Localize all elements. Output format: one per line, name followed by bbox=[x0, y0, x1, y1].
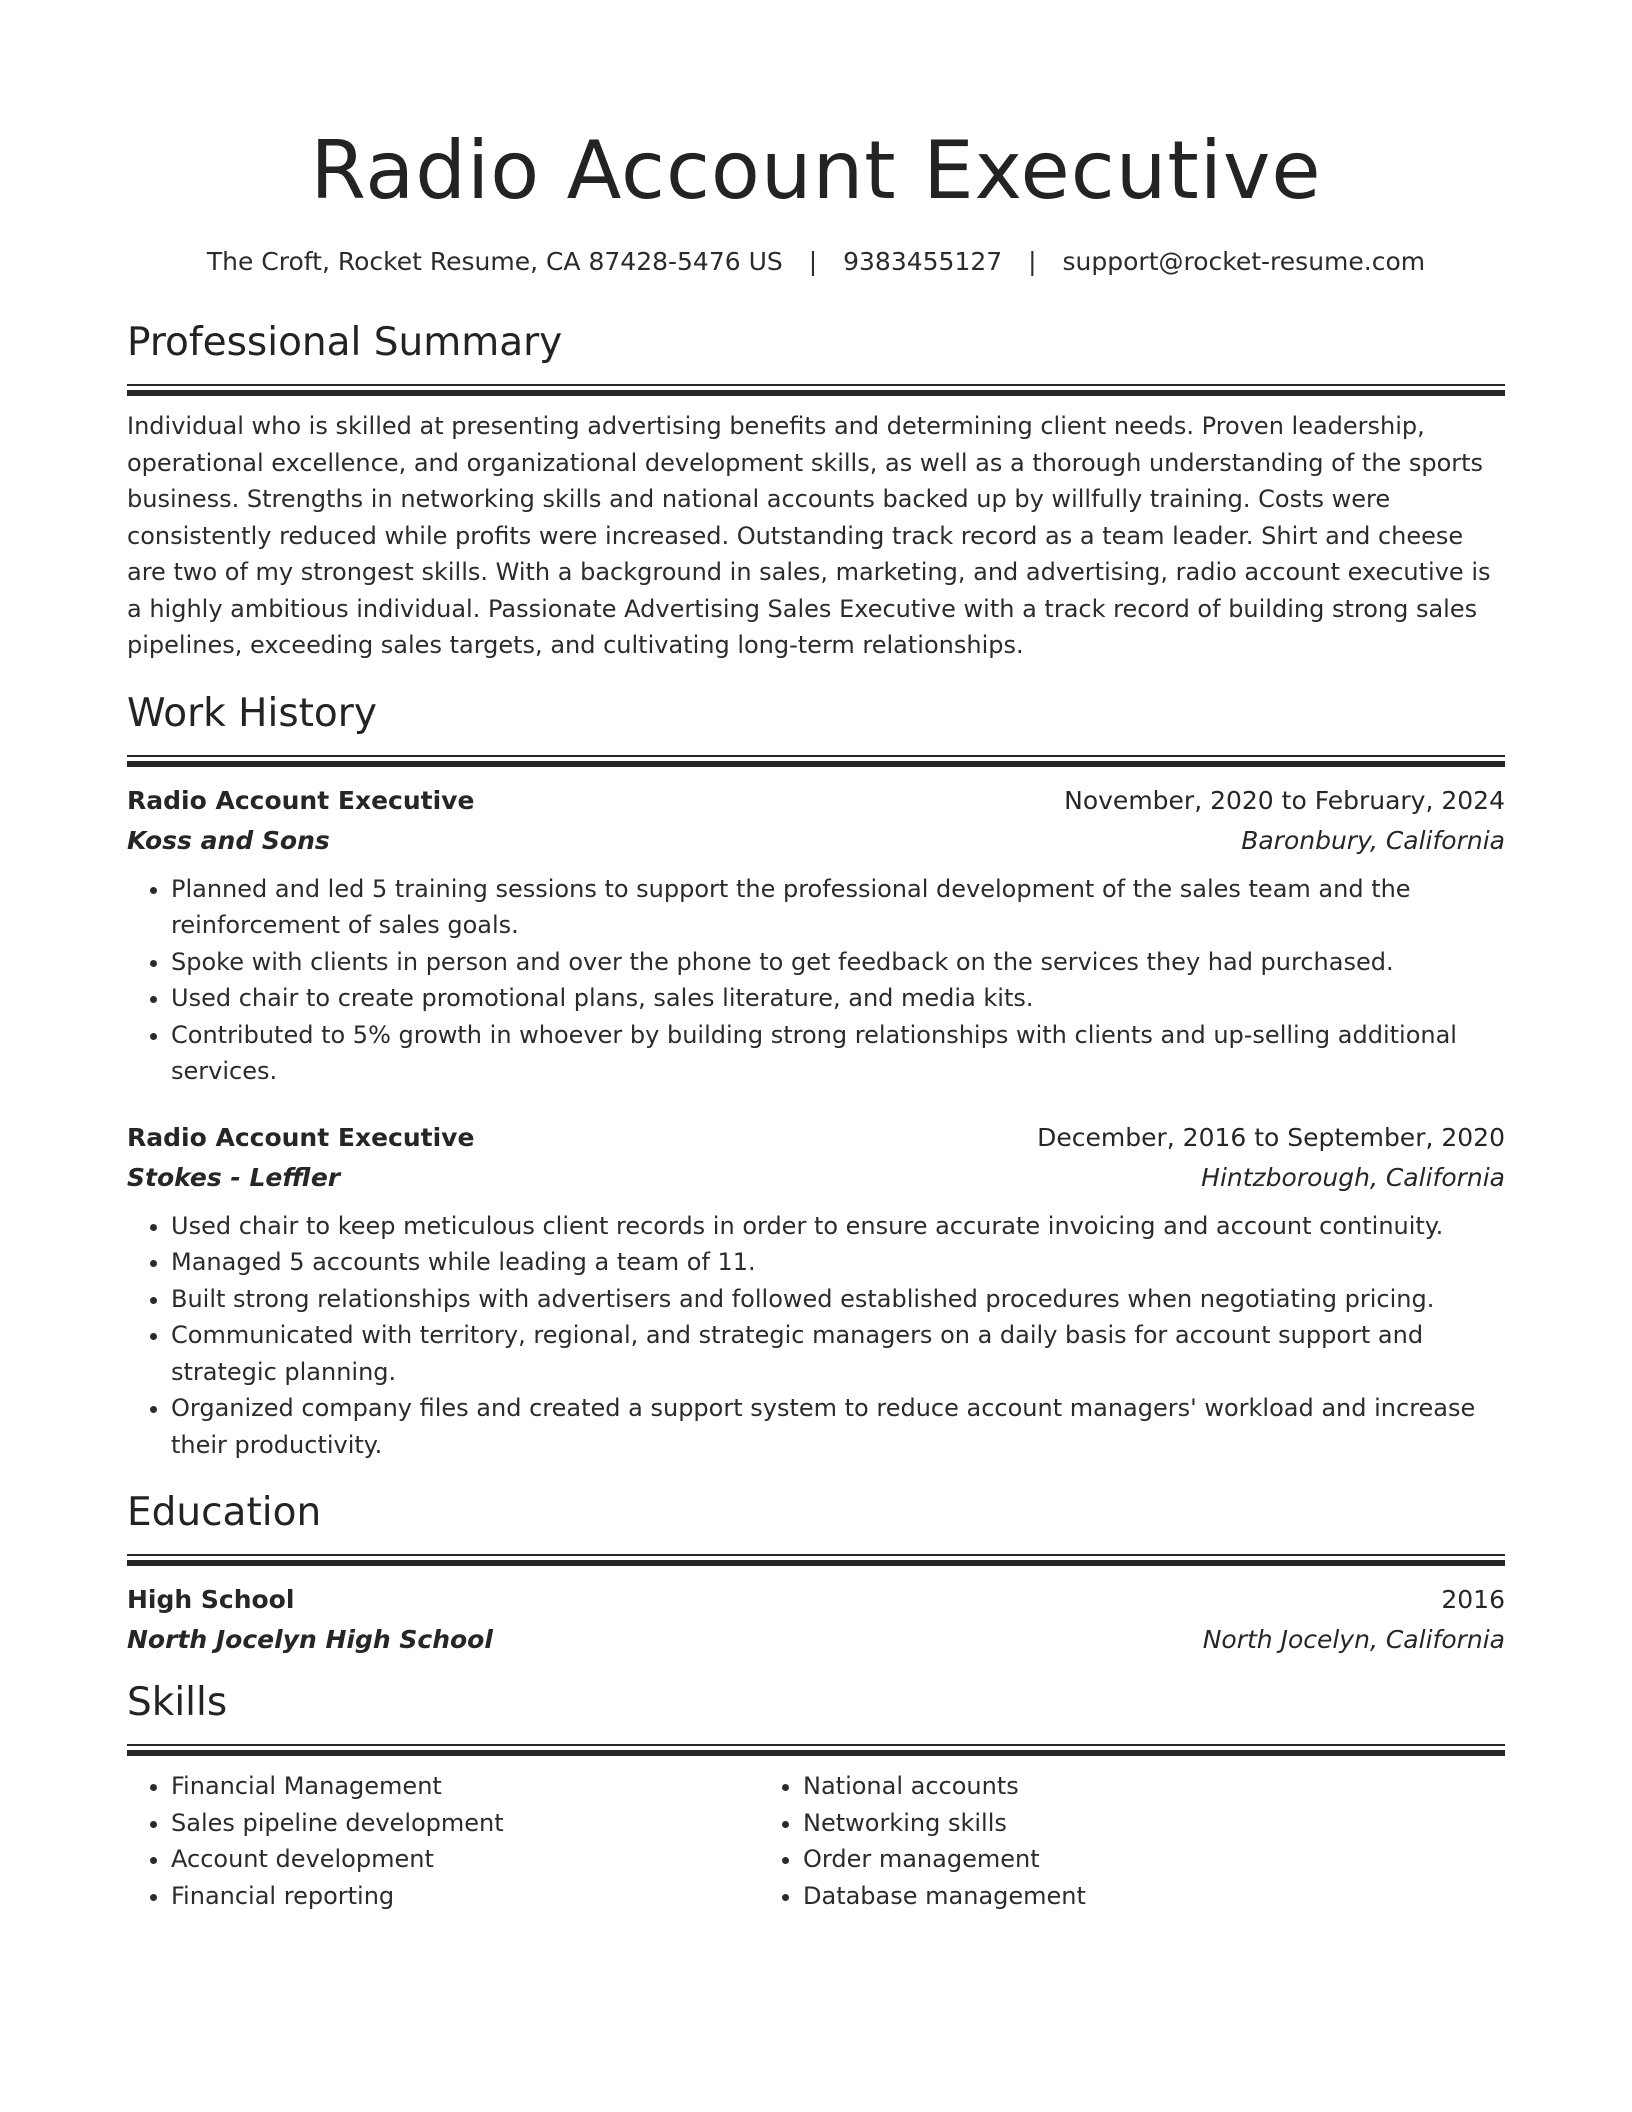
education-section bbox=[127, 1488, 1505, 1660]
section-title-skills: Skills bbox=[127, 1680, 228, 1725]
education-school: North Jocelyn High School bbox=[127, 1625, 493, 1654]
contact-separator: | bbox=[808, 247, 818, 276]
education-location: North Jocelyn, California bbox=[1202, 1625, 1505, 1654]
job-company-row bbox=[127, 1158, 1505, 1198]
list-item: • Database management bbox=[803, 1878, 1391, 1915]
contact-address: The Croft, Rocket Resume, CA 87428-5476 US bbox=[206, 247, 783, 276]
list-item: • Financial reporting bbox=[171, 1878, 759, 1915]
education-degree: High School bbox=[127, 1585, 295, 1614]
list-item: • Planned and led 5 training sessions to support the professional development of the sales team and the reinforcement of sales goals. bbox=[171, 871, 1505, 944]
job-location: Hintzborough, California bbox=[1201, 1162, 1505, 1192]
skills-section bbox=[127, 1678, 1505, 1914]
job-bullets bbox=[127, 1208, 1505, 1464]
education-year: 2016 bbox=[1441, 1585, 1505, 1614]
list-item: • Organized company files and created a support system to reduce account managers' workload and increase their productivity. bbox=[171, 1390, 1505, 1463]
job-dates: November, 2020 to February, 2024 bbox=[1064, 785, 1505, 815]
summary-text: Individual who is skilled at presenting advertising benefits and determining client needs. Proven leadership, operational excellence, and organizational development skills, as well as a thorough understanding of the sports business. Strengths in networking skills and national accounts backed up by willfully training. Costs were consistently reduced while profits were increased. Outstanding track record as a team leader. Shirt and cheese are two of my strongest skills. With a background in sales, marketing, and advertising, radio account executive is a highly ambitious individual. Passionate Advertising Sales Executive with a track record of building strong sales pipelines, exceeding sales targets, and cultivating long-term relationships. bbox=[127, 412, 1491, 659]
job-company-row bbox=[127, 821, 1505, 861]
job-bullets bbox=[127, 871, 1505, 1090]
job-title: Radio Account Executive bbox=[127, 1122, 475, 1152]
section-divider bbox=[127, 1554, 1505, 1566]
job-header-row bbox=[127, 781, 1505, 821]
education-entry bbox=[127, 1580, 1505, 1660]
summary-section bbox=[127, 318, 1505, 664]
education-header-row bbox=[127, 1580, 1505, 1620]
contact-separator: | bbox=[1028, 247, 1037, 276]
section-divider bbox=[127, 384, 1505, 396]
education-school-row bbox=[127, 1620, 1505, 1660]
list-item: • Managed 5 accounts while leading a team of 11. bbox=[171, 1244, 1505, 1281]
section-title-summary: Professional Summary bbox=[127, 320, 563, 365]
list-item: • Built strong relationships with advertisers and followed established procedures when negotiating pricing. bbox=[171, 1281, 1505, 1318]
contact-line bbox=[127, 245, 1505, 279]
contact-phone: 9383455127 bbox=[843, 247, 1003, 276]
list-item: • Contributed to 5% growth in whoever by building strong relationships with clients and up-selling additional services. bbox=[171, 1017, 1505, 1090]
job-company: Koss and Sons bbox=[127, 825, 330, 855]
section-title-work: Work History bbox=[127, 690, 377, 736]
contact-email: support@rocket-resume.com bbox=[1062, 247, 1426, 276]
job-company: Stokes - Leffler bbox=[127, 1162, 341, 1192]
section-divider bbox=[127, 1744, 1505, 1756]
list-item: • Used chair to create promotional plans, sales literature, and media kits. bbox=[171, 980, 1505, 1017]
list-item: • Communicated with territory, regional, and strategic managers on a daily basis for account support and strategic planning. bbox=[171, 1317, 1505, 1390]
list-item: • Used chair to keep meticulous client records in order to ensure accurate invoicing and account continuity. bbox=[171, 1208, 1505, 1245]
job-entry bbox=[127, 1118, 1505, 1464]
job-dates: December, 2016 to September, 2020 bbox=[1037, 1122, 1505, 1152]
job-header-row bbox=[127, 1118, 1505, 1158]
list-item: • National accounts bbox=[803, 1768, 1391, 1805]
list-item: • Account development bbox=[171, 1841, 759, 1878]
skills-list-right bbox=[759, 1768, 1391, 1914]
list-item: • Financial Management bbox=[171, 1768, 759, 1805]
list-item: • Spoke with clients in person and over the phone to get feedback on the services they had purchased. bbox=[171, 944, 1505, 981]
skills-columns bbox=[127, 1768, 1505, 1914]
job-title: Radio Account Executive bbox=[127, 785, 475, 815]
section-title-education: Education bbox=[127, 1490, 322, 1535]
resume-name: Radio Account Executive bbox=[310, 124, 1322, 217]
list-item: • Order management bbox=[803, 1841, 1391, 1878]
work-section bbox=[127, 689, 1505, 1464]
section-divider bbox=[127, 755, 1505, 767]
job-entry bbox=[127, 781, 1505, 1090]
list-item: • Sales pipeline development bbox=[171, 1805, 759, 1842]
list-item: • Networking skills bbox=[803, 1805, 1391, 1842]
job-location: Baronbury, California bbox=[1241, 825, 1505, 855]
skills-list-left bbox=[127, 1768, 759, 1914]
